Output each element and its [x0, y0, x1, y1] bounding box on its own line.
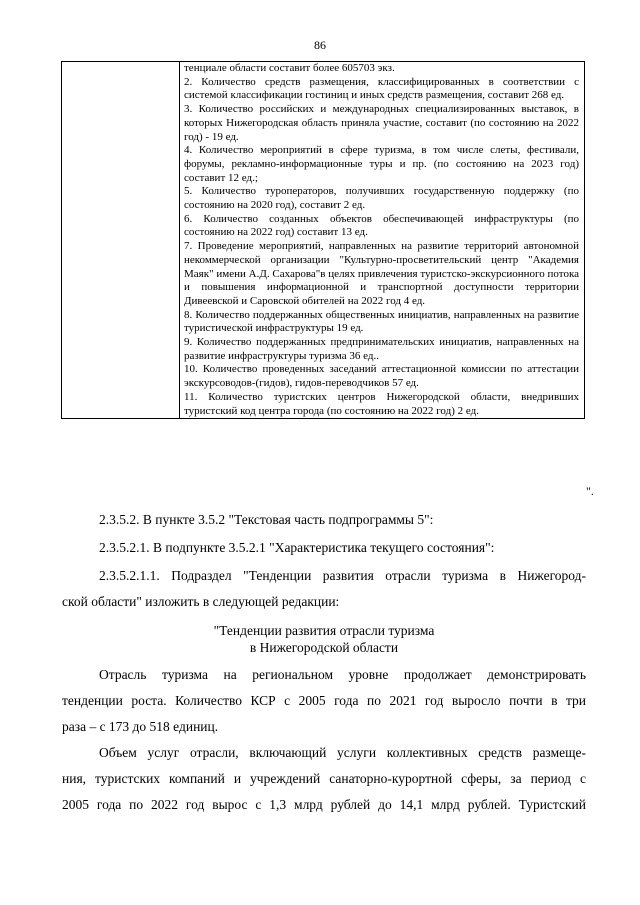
table-left-cell: [62, 62, 180, 419]
table-row: [62, 62, 585, 419]
paragraph-line: ской области" изложить в следующей редакции:: [62, 594, 340, 609]
paragraph-line: ния, туристских компаний и учреждений санаторно-курортной сферы, за период с: [62, 771, 586, 786]
paragraph-2-3-5-2-1-1: [62, 566, 586, 612]
paragraph-line: 2005 года по 2022 год вырос с 1,3 млрд рублей до 14,1 млрд рублей. Туристский: [62, 797, 586, 812]
table-item: 7. Проведение мероприятий, направленных на развитие территорий автономной некоммерческой организации "Культурно-просветительский центр "Академия Маяк" имени А.Д. Сахарова"в целях привлечения туристско-экскурсионного потока и повышения информационной и транспортной доступности территории Дивеевской и Саровской обителей на 2022 год 4 ед.: [184, 240, 579, 307]
paragraph-line: раза – с 173 до 518 единиц.: [62, 719, 219, 734]
page-number: 86: [314, 38, 326, 52]
table-right-cell: [180, 62, 585, 419]
table-item: 6. Количество созданных объектов обеспечивающей инфраструктуры (по состоянию на 2022 год) составит 13 ед.: [184, 212, 579, 239]
section-heading: [62, 622, 586, 656]
table-item: 2. Количество средств размещения, классифицированных в соответствии с системой классификации гостиниц и иных средств размещения, составит 268 ед.: [184, 75, 579, 102]
paragraph-text: 2.3.5.2.1. В подпункте 3.5.2.1 "Характеристика текущего состояния":: [99, 540, 495, 555]
paragraph-line: 2.3.5.2.1.1. Подраздел "Тенденции развития отрасли туризма в Нижегород-: [99, 568, 586, 583]
table-item: 9. Количество поддержанных предпринимательских инициатив, направленных на развитие инфраструктуры туризма 36 ед..: [184, 336, 579, 362]
paragraph-line: тенденции роста. Количество КСР с 2005 года по 2021 год выросло почти в три: [62, 693, 586, 708]
paragraph-line: Отрасль туризма на региональном уровне продолжает демонстрировать: [99, 667, 586, 682]
heading-line: в Нижегородской области: [249, 640, 399, 655]
paragraph-services-volume: [62, 743, 586, 815]
paragraph-text: 2.3.5.2. В пункте 3.5.2 "Текстовая часть подпрограммы 5":: [99, 512, 434, 527]
table-item: 10. Количество проведенных заседаний аттестационной комиссии по аттестации экскурсоводов-(гидов), гидов-переводчиков 57 ед.: [184, 363, 579, 390]
table-item: 11. Количество туристских центров Нижегородской области, внедривших туристский код центра города (по состоянию на 2022 год) 2 ед.: [184, 390, 579, 417]
indicators-table: [61, 61, 585, 419]
paragraph-tourism-growth: [62, 665, 586, 737]
paragraph-2-3-5-2: [62, 510, 586, 530]
table-item: 8. Количество поддержанных общественных инициатив, направленных на развитие туристической инфраструктуры 19 ед.: [184, 308, 579, 335]
table-item: 4. Количество мероприятий в сфере туризма, в том числе слеты, фестивали, форумы, рекламно-информационные туры и пр. (по состоянию на 2023 год) составит 12 ед.;: [184, 144, 579, 184]
heading-line: "Тенденции развития отрасли туризма: [213, 623, 435, 638]
table-item: тенциале области составит более 605703 экз.: [184, 62, 395, 74]
table-item: 5. Количество туроператоров, получивших государственную поддержку (по состоянию на 2020 год), составит 2 ед.: [184, 185, 579, 212]
table-item: 3. Количество российских и международных специализированных выставок, в которых Нижегородская область приняла участие, составит (по состоянию на 2022 год) - 19 ед.: [184, 103, 579, 143]
paragraph-line: Объем услуг отрасли, включающий услуги коллективных средств размеще-: [99, 745, 586, 760]
paragraph-2-3-5-2-1: [62, 538, 586, 558]
closing-quote: ".: [586, 484, 594, 498]
